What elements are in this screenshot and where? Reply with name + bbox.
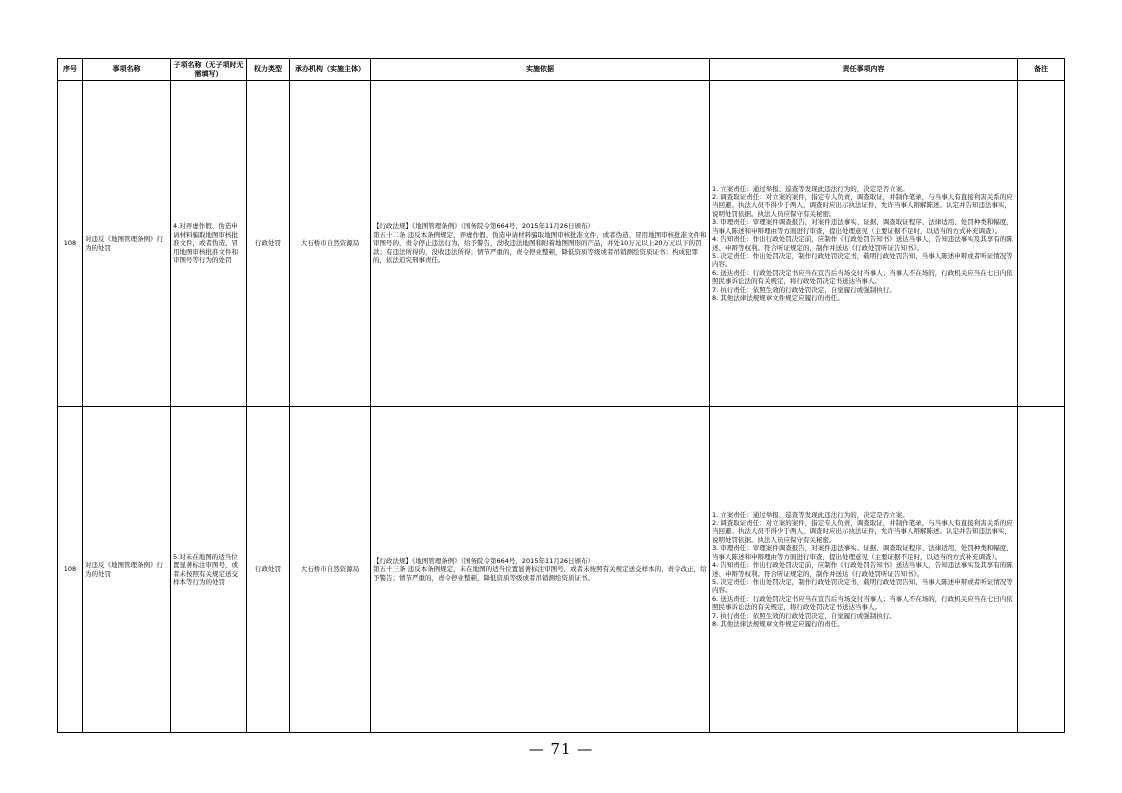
cell-agency: 大石桥市自然资源局 [290, 407, 371, 733]
cell-power-type: 行政处罚 [247, 81, 290, 407]
header-sub-item: 子项名称（无子项时无需填写） [171, 59, 247, 81]
cell-power-type: 行政处罚 [247, 407, 290, 733]
table-header-row [58, 59, 1065, 81]
header-remark: 备注 [1018, 59, 1065, 81]
header-power-type: 权力类型 [247, 59, 290, 81]
header-no: 序号 [58, 59, 83, 81]
table-row [58, 407, 1065, 733]
cell-agency: 大石桥市自然资源局 [290, 81, 371, 407]
header-item-name: 事项名称 [83, 59, 171, 81]
cell-remark [1018, 407, 1065, 733]
cell-basis: 【行政法规】《地图管理条例》（国务院令第664号，2015年11月26日颁布） 第五十二条 违反本条例规定，弄虚作假、伪造申请材料骗取地图审核批准文件，或者伪造、冒用地图审核批准文件和审图号的，责令停止违法行为，给予警告，没收违法地图和附着地图图形的产品，并处10万元以上20万元以下的罚款；有违法所得的，没收违法所得；情节严重的，责令停业整顿，降低资质等级或者吊销测绘资质证书；构成犯罪的，依法追究刑事责任。 [371, 81, 710, 407]
cell-remark [1018, 81, 1065, 407]
cell-basis: 【行政法规】《地图管理条例》（国务院令第664号，2015年11月26日颁布） 第五十三条 违反本条例规定，未在地图的适当位置显著标注审图号，或者未按照有关规定送交样本的，责令改正，给予警告；情节严重的，责令停业整顿，降低资质等级或者吊销测绘资质证书。 [371, 407, 710, 733]
cell-no: 108 [58, 407, 83, 733]
page-number: — 71 — [528, 740, 594, 758]
header-agency: 承办机构（实施主体） [290, 59, 371, 81]
cell-sub-item: 4.对弄虚作假、伪造申请材料骗取地图审核批准文件，或者伪造、冒用地图审核批准文件和审图号等行为的处罚 [171, 81, 247, 407]
header-duty: 责任事项内容 [710, 59, 1018, 81]
cell-no: 108 [58, 81, 83, 407]
cell-item-name: 对违反《地图管理条例》行为的处罚 [83, 407, 171, 733]
cell-sub-item: 5.对未在地图的适当位置显著标注审图号，或者未按照有关规定送交样本等行为的处罚 [171, 407, 247, 733]
table-row [58, 81, 1065, 407]
header-basis: 实施依据 [371, 59, 710, 81]
cell-duty: 1. 立案责任：通过举报、巡查等发现此违法行为的，决定是否立案。 2. 调查取证责任：对立案的案件，指定专人负责，调查取证，并制作笔录，与当事人有直接利害关系的应当回避。执法人员不得少于两人，调查时应出示执法证件，允许当事人辩解陈述。认定并告知违法事实，说明处罚依据。执法人员应保守有关秘密。 3. 审理责任：审理案件调查报告，对案件违法事实、证据、调查取证程序、法律适用、处罚种类和幅度、当事人陈述和申辩理由等方面进行审查，提出处理意见（主要证据不足时，以适当的方式补充调查）。 4. 告知责任：作出行政处罚决定前，应制作《行政处罚告知书》送达当事人，告知违法事实及其享有的陈述、申辩等权利。符合听证规定的，制作并送达《行政处罚听证告知书》。 5. 决定责任：作出处罚决定，制作行政处罚决定书，载明行政处罚告知、当事人陈述申辩或者听证情况等内容。 6. 送达责任：行政处罚决定书应当在宣告后当场交付当事人；当事人不在场的，行政机关应当在七日内依照民事诉讼法的有关规定，将行政处罚决定书送达当事人。 7. 执行责任：依照生效的行政处罚决定，自觉履行或强制执行。 8. 其他法律法规规章文件规定应履行的责任。 [710, 81, 1018, 407]
cell-item-name: 对违反《地图管理条例》行为的处罚 [83, 81, 171, 407]
cell-duty: 1. 立案责任：通过举报、巡查等发现此违法行为的，决定是否立案。 2. 调查取证责任：对立案的案件，指定专人负责，调查取证，并制作笔录，与当事人有直接利害关系的应当回避。执法人员不得少于两人，调查时应出示执法证件，允许当事人辩解陈述。认定并告知违法事实，说明处罚依据。执法人员应保守有关秘密。 3. 审理责任：审理案件调查报告，对案件违法事实、证据、调查取证程序、法律适用、处罚种类和幅度、当事人陈述和申辩理由等方面进行审查，提出处理意见（主要证据不足时，以适当的方式补充调查）。 4. 告知责任：作出行政处罚决定前，应制作《行政处罚告知书》送达当事人，告知违法事实及其享有的陈述、申辩等权利。符合听证规定的，制作并送达《行政处罚听证告知书》。 5. 决定责任：作出处罚决定，制作行政处罚决定书，载明行政处罚告知、当事人陈述申辩或者听证情况等内容。 6. 送达责任：行政处罚决定书应当在宣告后当场交付当事人；当事人不在场的，行政机关应当在七日内依照民事诉讼法的有关规定，将行政处罚决定书送达当事人。 7. 执行责任：依照生效的行政处罚决定，自觉履行或强制执行。 8. 其他法律法规规章文件规定应履行的责任。 [710, 407, 1018, 733]
responsibility-table [57, 58, 1065, 733]
